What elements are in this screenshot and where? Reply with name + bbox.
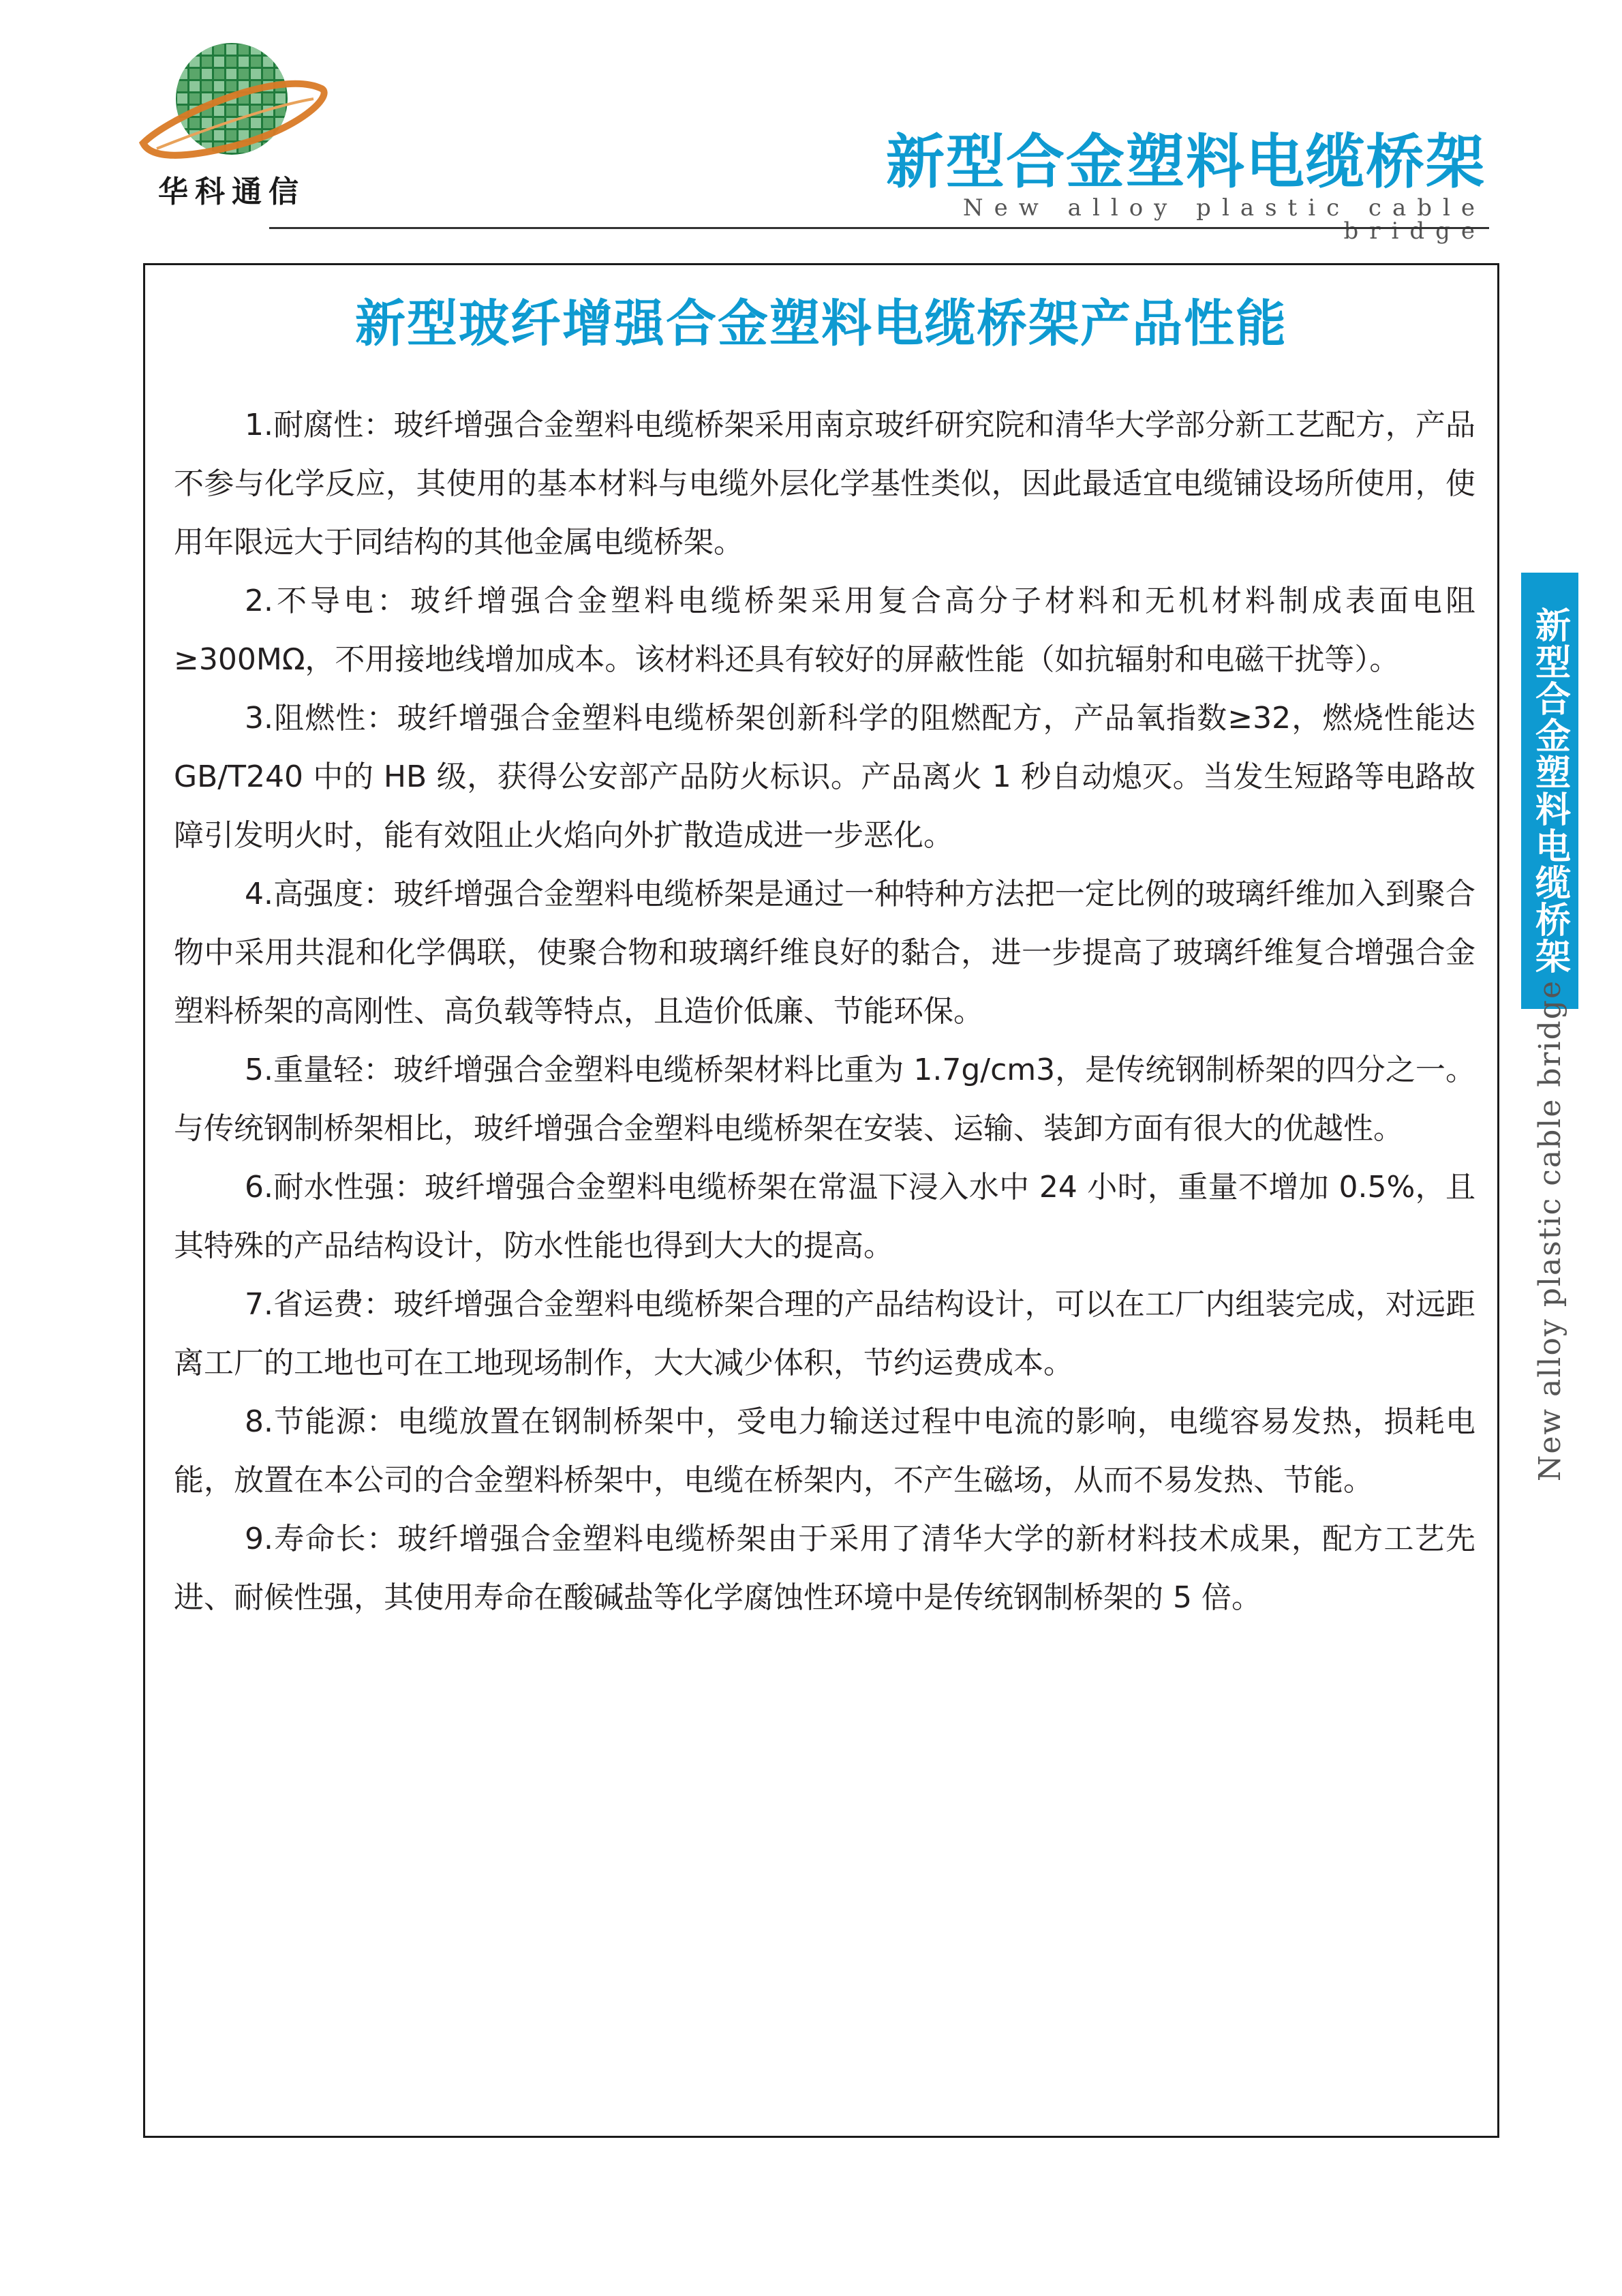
logo-tile <box>177 93 187 104</box>
logo-text: 华科通信 <box>158 175 305 209</box>
side-tab <box>1521 573 1578 1009</box>
logo-tile <box>251 44 261 55</box>
logo-tile <box>263 142 273 153</box>
logo-tile <box>275 93 286 104</box>
logo-tile <box>214 106 224 116</box>
paragraph-non-conductive: 2.不导电：玻纤增强合金塑料电缆桥架采用复合高分子材料和无机材料制成表面电阻≥300MΩ，不用接地线增加成本。该材料还具有较好的屏蔽性能（如抗辐射和电磁干扰等）。 <box>174 584 1475 677</box>
logo-tile <box>239 106 249 116</box>
header-divider <box>269 227 1489 229</box>
paragraph-corrosion-resistance: 1.耐腐性：玻纤增强合金塑料电缆桥架采用南京玻纤研究院和清华大学部分新工艺配方，产品不参与化学反应，其使用的基本材料与电缆外层化学基性类似，因此最适宜电缆铺设场所使用，使用年限远大于同结构的其他金属电缆桥架。 <box>174 408 1475 560</box>
logo-tile <box>189 118 200 128</box>
logo-tile <box>226 69 236 79</box>
logo-tile <box>263 57 273 67</box>
logo-tile <box>189 44 200 55</box>
body-text <box>174 396 1475 1627</box>
logo-tile <box>226 81 236 91</box>
logo-tile <box>214 130 224 140</box>
logo-tile <box>202 57 212 67</box>
paragraph-light-weight: 5.重量轻：玻纤增强合金塑料电缆桥架材料比重为 1.7g/cm3，是传统钢制桥架的四分之一。与传统钢制桥架相比，玻纤增强合金塑料电缆桥架在安装、运输、装卸方面有很大的优越性。 <box>174 1053 1475 1146</box>
side-english-text: New alloy plastic cable bridge <box>1532 979 1567 1482</box>
header-title: 新型合金塑料电缆桥架 <box>886 128 1486 196</box>
logo-tile <box>214 44 224 55</box>
logo-tile <box>263 44 273 55</box>
logo-tile <box>251 57 261 67</box>
side-english-caption <box>1527 979 1573 1482</box>
paragraph-water-resistance: 6.耐水性强：玻纤增强合金塑料电缆桥架在常温下浸入水中 24 小时，重量不增加 0.5%，且其特殊的产品结构设计，防水性能也得到大大的提高。 <box>174 1170 1475 1263</box>
logo-tile <box>214 57 224 67</box>
logo-tile <box>202 44 212 55</box>
logo-tile <box>177 69 187 79</box>
logo-tile <box>275 44 286 55</box>
header-subtitle: New alloy plastic cable bridge <box>962 194 1486 245</box>
content-box <box>143 263 1499 2138</box>
box-title: 新型玻纤增强合金塑料电缆桥架产品性能 <box>355 294 1287 353</box>
paragraph-freight-saving: 7.省运费：玻纤增强合金塑料电缆桥架合理的产品结构设计，可以在工厂内组装完成，对远距离工厂的工地也可在工地现场制作，大大减少体积，节约运费成本。 <box>174 1287 1475 1380</box>
logo-tile <box>189 93 200 104</box>
logo-tile <box>239 57 249 67</box>
logo-tile <box>263 93 273 104</box>
paragraph-flame-retardant: 3.阻燃性：玻纤增强合金塑料电缆桥架创新科学的阻燃配方，产品氧指数≥32，燃烧性能达 GB/T240 中的 HB 级，获得公安部产品防火标识。产品离火 1 秒自动熄灭。当发生短路等电路故障引发明火时，能有效阻止火焰向外扩散造成进一步恶化。 <box>174 701 1475 853</box>
side-tab-label: 新型合金塑料电缆桥架 <box>1529 607 1570 975</box>
logo-tile <box>263 69 273 79</box>
logo-tile <box>189 81 200 91</box>
logo-globe-icon <box>129 27 334 170</box>
logo-tile <box>177 81 187 91</box>
logo-tile <box>275 69 286 79</box>
logo-tile <box>251 93 261 104</box>
logo-tile <box>275 57 286 67</box>
paragraph-long-life: 9.寿命长：玻纤增强合金塑料电缆桥架由于采用了清华大学的新材料技术成果，配方工艺先进、耐候性强，其使用寿命在酸碱盐等化学腐蚀性环境中是传统钢制桥架的 5 倍。 <box>174 1522 1475 1615</box>
logo-tile <box>189 69 200 79</box>
logo-tile <box>189 57 200 67</box>
logo-tile <box>263 118 273 128</box>
paragraph-energy-saving: 8.节能源：电缆放置在钢制桥架中，受电力输送过程中电流的影响，电缆容易发热，损耗电能，放置在本公司的合金塑料桥架中，电缆在桥架内，不产生磁场，从而不易发热、节能。 <box>174 1404 1475 1498</box>
logo-tile <box>251 118 261 128</box>
logo-tile <box>214 69 224 79</box>
logo-tile <box>239 44 249 55</box>
logo-tile <box>177 44 187 55</box>
logo-tile <box>251 69 261 79</box>
logo-tile <box>202 118 212 128</box>
logo-tile <box>226 106 236 116</box>
logo-tile <box>226 57 236 67</box>
paragraph-high-strength: 4.高强度：玻纤增强合金塑料电缆桥架是通过一种特种方法把一定比例的玻璃纤维加入到聚合物中采用共混和化学偶联，使聚合物和玻璃纤维良好的黏合，进一步提高了玻璃纤维复合增强合金塑料桥架的高刚性、高负载等特点，且造价低廉、节能环保。 <box>174 877 1475 1029</box>
logo-tile <box>202 81 212 91</box>
logo-tile <box>275 142 286 153</box>
logo-tile <box>226 130 236 140</box>
logo-tile <box>214 81 224 91</box>
logo-tile <box>239 69 249 79</box>
logo-tile <box>177 57 187 67</box>
logo-tile <box>202 69 212 79</box>
logo-tile <box>177 142 187 153</box>
logo-tile <box>226 44 236 55</box>
